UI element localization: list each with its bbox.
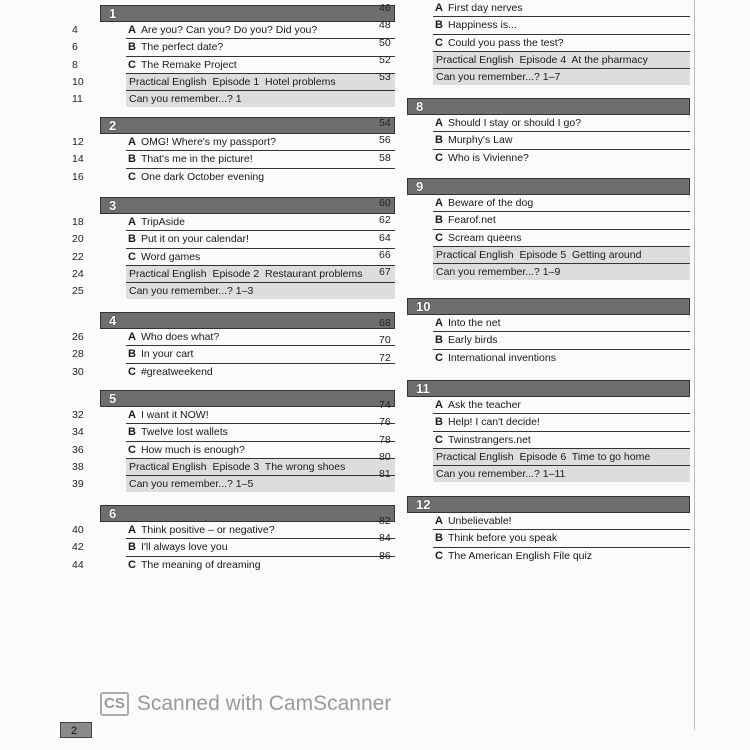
contents-row — [379, 230, 690, 247]
contents-row — [72, 266, 395, 283]
page-ref: 84 — [379, 532, 391, 545]
page-ref: 56 — [379, 134, 391, 147]
lesson-letter: A — [128, 136, 136, 148]
contents-row — [379, 195, 690, 212]
page-ref: 6 — [72, 41, 78, 54]
row-body — [433, 150, 690, 166]
lesson-title: Can you remember...? 1–11 — [436, 468, 566, 481]
row-body — [126, 74, 395, 91]
page-ref: 14 — [72, 153, 84, 166]
contents-row — [72, 539, 395, 556]
row-body — [433, 414, 690, 431]
contents-row — [379, 115, 690, 132]
contents-row — [379, 150, 690, 167]
page-ref: 68 — [379, 317, 391, 329]
unit-section — [72, 117, 395, 186]
lesson-letter: A — [128, 216, 136, 228]
row-body — [433, 35, 690, 52]
lesson-letter: C — [128, 58, 136, 71]
camscanner-watermark — [100, 692, 391, 716]
row-body — [126, 57, 395, 74]
unit-section — [379, 178, 690, 281]
lesson-title: I want it NOW! — [140, 409, 209, 421]
page-ref: 70 — [379, 334, 391, 347]
row-body — [126, 539, 395, 556]
lesson-letter: B — [435, 334, 443, 347]
page-ref: 34 — [72, 426, 84, 439]
row-body — [433, 513, 690, 530]
page-ref: 18 — [72, 216, 84, 228]
lesson-letter: B — [128, 233, 136, 246]
row-body — [126, 169, 395, 185]
contents-row — [72, 231, 395, 248]
lesson-letter: C — [435, 351, 443, 364]
page-edge — [694, 0, 695, 730]
unit-section — [72, 390, 395, 493]
contents-row — [379, 449, 690, 466]
page-ref: 54 — [379, 117, 391, 129]
row-body — [126, 214, 395, 231]
lesson-letter: A — [435, 2, 443, 14]
row-body — [433, 350, 690, 366]
lesson-title: Practical English Episode 3 The wrong shoes — [129, 460, 346, 473]
contents-row — [379, 132, 690, 149]
unit-header: 8 — [407, 98, 690, 115]
lesson-title: Can you remember...? 1–3 — [129, 285, 254, 298]
lesson-letter: B — [128, 41, 136, 54]
lesson-title: OMG! Where's my passport? — [140, 136, 276, 148]
contents-row — [72, 476, 395, 493]
contents-row — [72, 364, 395, 381]
page-ref: 80 — [379, 450, 391, 463]
unit-header: 6 — [100, 505, 395, 522]
lesson-title: First day nerves — [447, 2, 523, 14]
contents-row — [72, 249, 395, 266]
page-ref: 28 — [72, 348, 84, 361]
lesson-letter: A — [128, 409, 136, 421]
row-body — [126, 249, 395, 266]
lesson-title: Can you remember...? 1–7 — [436, 71, 561, 84]
contents-row — [72, 557, 395, 574]
lesson-letter: B — [435, 134, 443, 147]
page-ref: 39 — [72, 478, 84, 491]
row-body — [126, 364, 395, 380]
contents-row — [379, 350, 690, 367]
page-ref: 50 — [379, 36, 391, 49]
lesson-letter: A — [435, 197, 443, 209]
contents-row — [72, 329, 395, 346]
lesson-title: Can you remember...? 1–5 — [129, 478, 254, 491]
page-ref: 86 — [379, 549, 391, 562]
contents-row — [72, 522, 395, 539]
page-ref: 78 — [379, 433, 391, 446]
unit-section — [379, 98, 690, 167]
lesson-title: Who is Vivienne? — [447, 151, 529, 164]
contents-row — [72, 151, 395, 168]
contents-row — [379, 315, 690, 332]
page-ref: 60 — [379, 197, 391, 209]
lesson-title: Early birds — [447, 334, 498, 347]
page-ref: 64 — [379, 231, 391, 244]
row-body — [126, 329, 395, 346]
lesson-title: Murphy's Law — [447, 134, 513, 147]
row-body — [126, 522, 395, 539]
row-body — [126, 442, 395, 459]
row-body — [433, 548, 690, 564]
page-ref: 72 — [379, 351, 391, 364]
lesson-title: Who does what? — [140, 331, 220, 343]
row-body — [433, 397, 690, 414]
unit-section — [379, 298, 690, 367]
page-ref: 53 — [379, 71, 391, 84]
lesson-letter: C — [435, 231, 443, 244]
lesson-title: The perfect date? — [140, 41, 224, 54]
lesson-title: Fearof.net — [447, 214, 496, 227]
row-body — [433, 132, 690, 149]
page-ref: 22 — [72, 250, 84, 263]
contents-row — [72, 442, 395, 459]
lesson-letter: B — [435, 532, 443, 545]
contents-row — [379, 530, 690, 547]
lesson-title: Can you remember...? 1–9 — [436, 266, 561, 279]
page-ref: 8 — [72, 58, 78, 71]
page-ref: 4 — [72, 24, 78, 36]
lesson-letter: C — [128, 170, 136, 183]
row-body — [433, 195, 690, 212]
contents-row — [379, 548, 690, 565]
lesson-title: One dark October evening — [140, 170, 265, 183]
contents-row — [72, 214, 395, 231]
lesson-title: The Remake Project — [140, 58, 237, 71]
contents-row — [379, 35, 690, 52]
contents-row — [379, 414, 690, 431]
page-ref: 11 — [72, 93, 83, 106]
row-body — [126, 22, 395, 39]
contents-row — [72, 283, 395, 300]
contents-row — [72, 22, 395, 39]
contents-row — [72, 57, 395, 74]
row-body — [433, 69, 690, 85]
row-body — [126, 151, 395, 168]
lesson-letter: C — [128, 558, 136, 571]
row-body — [433, 449, 690, 466]
contents-row — [379, 69, 690, 86]
row-body — [126, 346, 395, 363]
unit-header: 2 — [100, 117, 395, 134]
lesson-letter: C — [435, 36, 443, 49]
contents-row — [72, 169, 395, 186]
lesson-title: The meaning of dreaming — [140, 558, 261, 571]
unit-section — [379, 380, 690, 483]
lesson-title: #greatweekend — [140, 365, 213, 378]
page-ref: 20 — [72, 233, 84, 246]
page-ref: 58 — [379, 151, 391, 164]
page-ref: 12 — [72, 136, 84, 148]
lesson-title: That's me in the picture! — [140, 153, 253, 166]
watermark-text: Scanned with CamScanner — [136, 692, 392, 715]
row-body — [126, 231, 395, 248]
contents-row — [72, 407, 395, 424]
row-body — [126, 424, 395, 441]
contents-row — [379, 212, 690, 229]
contents-row — [72, 39, 395, 56]
unit-section — [379, 0, 690, 86]
contents-row — [72, 91, 395, 108]
lesson-title: Can you remember...? 1 — [129, 93, 242, 106]
lesson-title: Into the net — [447, 317, 501, 329]
page-ref: 16 — [72, 170, 84, 183]
lesson-title: Think before you speak — [447, 532, 558, 545]
page-ref: 46 — [379, 2, 391, 14]
unit-header: 1 — [100, 5, 395, 22]
lesson-title: Are you? Can you? Do you? Did you? — [140, 24, 318, 36]
lesson-letter: B — [128, 153, 136, 166]
lesson-title: In your cart — [140, 348, 194, 361]
lesson-letter: B — [435, 214, 443, 227]
lesson-title: I'll always love you — [140, 541, 228, 554]
lesson-title: International inventions — [447, 351, 556, 364]
contents-row — [379, 52, 690, 69]
lesson-title: TripAside — [140, 216, 185, 228]
unit-header: 3 — [100, 197, 395, 214]
row-body — [126, 407, 395, 424]
contents-row — [379, 432, 690, 449]
lesson-title: Should I stay or should I go? — [447, 117, 582, 129]
page-number: 2 — [60, 722, 92, 738]
lesson-title: Twinstrangers.net — [447, 433, 531, 446]
contents-row — [72, 346, 395, 363]
unit-header: 12 — [407, 496, 690, 513]
row-body — [433, 530, 690, 547]
contents-row — [72, 134, 395, 151]
contents-row — [72, 459, 395, 476]
lesson-title: Practical English Episode 2 Restaurant problems — [129, 267, 363, 280]
lesson-letter: A — [128, 24, 136, 36]
row-body — [433, 230, 690, 247]
row-body — [433, 264, 690, 280]
lesson-letter: C — [128, 365, 136, 378]
contents-row — [379, 17, 690, 34]
page-ref: 36 — [72, 443, 84, 456]
lesson-letter: A — [128, 524, 136, 536]
unit-section — [72, 197, 395, 300]
row-body — [126, 557, 395, 573]
page-ref: 52 — [379, 53, 391, 66]
lesson-title: Think positive – or negative? — [140, 524, 275, 536]
lesson-letter: A — [435, 515, 443, 527]
row-body — [433, 315, 690, 332]
contents-row — [379, 466, 690, 483]
page-ref: 48 — [379, 19, 391, 32]
row-body — [433, 332, 690, 349]
page-ref: 26 — [72, 331, 84, 343]
page-ref: 66 — [379, 248, 391, 261]
lesson-title: Beware of the dog — [447, 197, 534, 209]
unit-header: 5 — [100, 390, 395, 407]
unit-header: 10 — [407, 298, 690, 315]
lesson-title: Scream queens — [447, 231, 522, 244]
page-ref: 38 — [72, 460, 84, 473]
lesson-title: Practical English Episode 4 At the pharmacy — [436, 53, 648, 66]
lesson-letter: B — [128, 541, 136, 554]
lesson-title: Practical English Episode 1 Hotel problems — [129, 75, 336, 88]
page-ref: 67 — [379, 266, 391, 279]
lesson-letter: C — [128, 250, 136, 263]
unit-header: 4 — [100, 312, 395, 329]
lesson-letter: C — [128, 443, 136, 456]
page-ref: 24 — [72, 267, 84, 280]
row-body — [126, 283, 395, 299]
page-ref: 81 — [379, 468, 391, 481]
row-body — [126, 266, 395, 283]
page-ref: 44 — [72, 558, 84, 571]
contents-row — [72, 74, 395, 91]
page-ref: 74 — [379, 399, 391, 411]
lesson-title: Help! I can't decide! — [447, 416, 540, 429]
lesson-title: Twelve lost wallets — [140, 426, 228, 439]
contents-row — [379, 247, 690, 264]
page-ref: 32 — [72, 409, 84, 421]
lesson-letter: C — [435, 151, 443, 164]
row-body — [433, 17, 690, 34]
page-ref: 82 — [379, 515, 391, 527]
row-body — [126, 476, 395, 492]
lesson-title: The American English File quiz — [447, 549, 593, 562]
row-body — [433, 52, 690, 69]
contents-row — [72, 424, 395, 441]
lesson-title: Unbelievable! — [447, 515, 512, 527]
lesson-letter: A — [435, 399, 443, 411]
contents-row — [379, 0, 690, 17]
lesson-title: How much is enough? — [140, 443, 245, 456]
unit-section — [379, 496, 690, 565]
unit-section — [72, 312, 395, 381]
contents-row — [379, 397, 690, 414]
lesson-title: Happiness is... — [447, 19, 517, 32]
lesson-letter: B — [435, 19, 443, 32]
unit-section — [72, 5, 395, 108]
lesson-title: Ask the teacher — [447, 399, 521, 411]
lesson-title: Put it on your calendar! — [140, 233, 249, 246]
page-ref: 30 — [72, 365, 84, 378]
lesson-letter: C — [435, 549, 443, 562]
lesson-letter: B — [435, 416, 443, 429]
page-ref: 25 — [72, 285, 84, 298]
unit-header: 9 — [407, 178, 690, 195]
lesson-letter: B — [128, 426, 136, 439]
page-ref: 10 — [72, 75, 84, 88]
lesson-letter: A — [435, 317, 443, 329]
camscanner-logo-icon: CS — [100, 692, 129, 716]
lesson-title: Word games — [140, 250, 201, 263]
lesson-letter: B — [128, 348, 136, 361]
lesson-letter: C — [435, 433, 443, 446]
row-body — [433, 115, 690, 132]
contents-row — [379, 264, 690, 281]
row-body — [126, 39, 395, 56]
unit-header: 11 — [407, 380, 690, 397]
row-body — [433, 0, 690, 17]
lesson-letter: A — [128, 331, 136, 343]
row-body — [433, 432, 690, 449]
lesson-title: Practical English Episode 6 Time to go home — [436, 450, 651, 463]
lesson-letter: A — [435, 117, 443, 129]
row-body — [433, 466, 690, 482]
page-ref: 40 — [72, 524, 84, 536]
row-body — [433, 212, 690, 229]
row-body — [433, 247, 690, 264]
row-body — [126, 459, 395, 476]
page-ref: 76 — [379, 416, 391, 429]
lesson-title: Practical English Episode 5 Getting around — [436, 248, 642, 261]
row-body — [126, 134, 395, 151]
page-ref: 42 — [72, 541, 84, 554]
row-body — [126, 91, 395, 107]
lesson-title: Could you pass the test? — [447, 36, 564, 49]
unit-section — [72, 505, 395, 574]
contents-row — [379, 513, 690, 530]
page-ref: 62 — [379, 214, 391, 227]
contents-row — [379, 332, 690, 349]
